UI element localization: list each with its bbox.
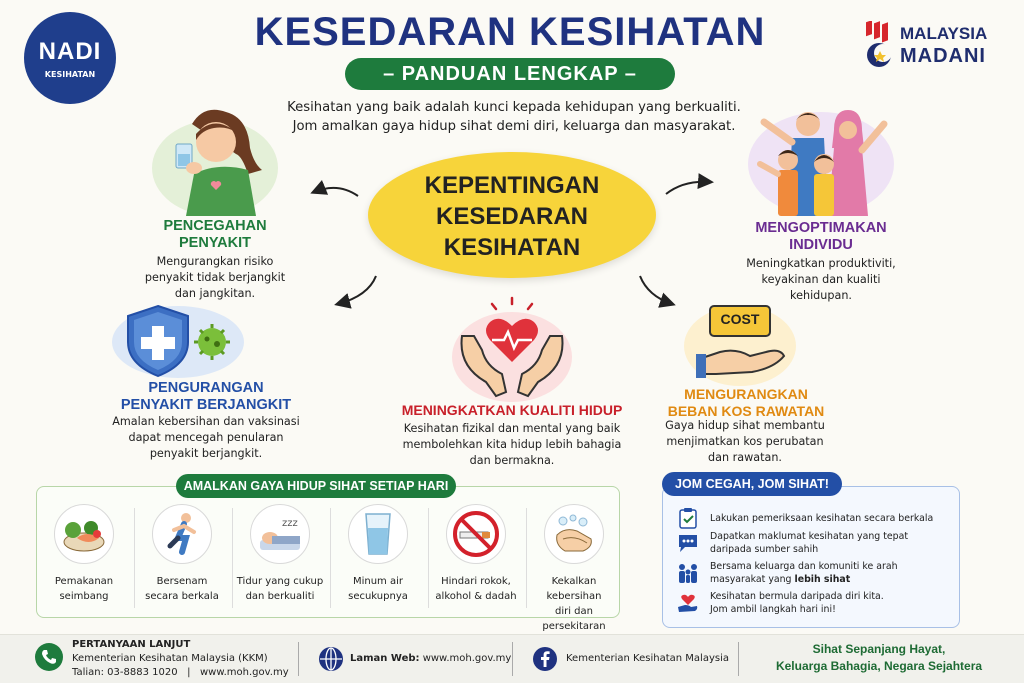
heart-hand-icon [677,593,699,613]
kualiti-desc [392,421,632,469]
jom-item [676,530,956,556]
habit-label: secara berkala [145,591,219,602]
pencegahan-desc-line: Mengurangkan risiko [156,255,274,268]
habit-item [232,504,328,604]
pengurangan-desc-line: penyakit berjangkit. [149,447,263,460]
pengurangan-title-line: PENYAKIT BERJANGKIT [120,397,292,413]
kos-desc [652,418,838,466]
habit-item [134,504,230,604]
individu-desc-line: keyakinan dan kualiti [761,273,881,286]
kos-desc-line: menjimatkan kos perubatan [666,435,824,448]
center-title-line: KESEDARAN [435,203,588,230]
habit-label: Tidur yang cukup [236,576,324,587]
madani-emblem-icon [864,21,894,69]
phone-icon [34,642,64,672]
kualiti-title: MENINGKATKAN KUALITI HIDUP [401,402,623,418]
jom-item [676,560,956,586]
habit-label: alkohol & dadah [435,591,517,602]
madani-line1: MALAYSIA [900,24,988,43]
checklist-icon [678,507,698,529]
nadi-logo-text: NADI [38,37,102,65]
kos-desc-line: Gaya hidup sihat membantu [665,419,825,432]
footer-slogan-line: Keluarga Bahagia, Negara Sejahtera [775,659,983,673]
pencegahan-title [130,218,300,252]
jom-item [676,590,956,616]
kos-title-line: MENGURANGKAN [684,386,808,402]
madani-line2: MADANI [900,45,986,67]
nadi-logo-subtext: KESIHATAN [44,69,96,79]
habit-label: Minum air [352,576,403,587]
jom-item-text: Jom ambil langkah hari ini! [710,604,836,615]
handwashing-icon [551,513,597,555]
water-glass-icon [363,512,393,556]
website-link[interactable]: www.moh.gov.my [422,653,512,664]
jom-item-text: daripada sumber sahih [710,544,819,555]
jom-item-text: masyarakat yang [710,574,792,585]
pencegahan-title-line: PENYAKIT [179,235,251,251]
habit-label: Bersenam [156,576,208,587]
enquiry-block [72,638,302,680]
habit-item [428,504,524,604]
individu-desc-line: Meningkatkan produktiviti, [746,257,896,270]
individu-title [738,220,904,254]
footer-divider [738,642,739,676]
website-label: Laman Web: [350,653,420,664]
individu-title-line: INDIVIDU [789,237,853,253]
kualiti-desc-line: dan bermakna. [469,454,555,467]
center-title-line: KEPENTINGAN [424,172,600,199]
habit-label: Kekalkan kebersihan [546,576,602,602]
malaysia-madani-logo [864,20,1004,70]
pencegahan-desc-line: penyakit tidak berjangkit [144,271,286,284]
habit-item [526,504,622,634]
running-icon [162,512,202,556]
jom-item-text: Dapatkan maklumat kesihatan yang tepat [710,531,909,542]
family-icon [676,562,700,584]
habit-label: seimbang [59,591,109,602]
arrow-icon [314,188,358,196]
page-title: KESEDARAN KESIHATAN [254,10,766,54]
pengurangan-title [96,380,316,414]
happy-family-icon [752,104,892,216]
footer-divider [512,642,513,676]
habits-heading: AMALKAN GAYA HIDUP SIHAT SETIAP HARI [176,474,456,498]
kos-title [656,386,836,420]
enquiry-org: Kementerian Kesihatan Malaysia (KKM) [72,653,268,664]
individu-desc-line: kehidupan. [790,289,852,302]
jom-item-text: Lakukan pemeriksaan kesihatan secara berkala [710,512,934,524]
svg-text:zzz: zzz [282,518,298,529]
enquiry-contact: Talian: 03-8883 1020 | www.moh.gov.my [72,667,289,678]
jom-item-text: Bersama keluarga dan komuniti ke arah [710,561,898,572]
habit-label: secukupnya [348,591,408,602]
jom-item-emphasis: lebih sihat [794,574,851,585]
individu-desc [728,256,914,304]
chat-bubble-icon [677,533,699,553]
shield-virus-icon [120,302,240,378]
habit-item [36,504,132,604]
footer-slogan [750,641,1008,675]
pengurangan-desc-line: Amalan kebersihan dan vaksinasi [112,415,300,428]
heart-hands-icon [456,296,568,400]
footer-divider [298,642,299,676]
center-title [368,170,656,263]
girl-drinking-water-icon [164,104,274,216]
footer-slogan-line: Sihat Sepanjang Hayat, [812,642,946,656]
pencegahan-desc [130,254,300,302]
website-block[interactable] [350,652,520,666]
enquiry-title: PERTANYAAN LANJUT [72,639,191,650]
page-subtitle: – PANDUAN LENGKAP – [345,58,675,90]
healthy-food-icon [61,514,107,554]
kos-desc-line: dan rawatan. [708,451,782,464]
nadi-logo [24,12,116,104]
habit-label: diri dan persekitaran [542,606,606,632]
pengurangan-title-line: PENGURANGAN [148,380,264,396]
sleeping-icon [256,514,304,554]
habit-label: dan berkualiti [245,591,315,602]
kualiti-desc-line: Kesihatan fizikal dan mental yang baik [403,422,621,435]
jom-item-text: Kesihatan bermula daripada diri kita. [710,591,884,602]
arrow-icon [666,182,710,194]
facebook-link[interactable]: Kementerian Kesihatan Malaysia [566,653,729,664]
intro-line: Kesihatan yang baik adalah kunci kepada kehidupan yang berkualiti. [287,100,741,115]
center-title-line: KESIHATAN [443,234,581,261]
pencegahan-desc-line: dan jangkitan. [174,287,256,300]
intro-line: Jom amalkan gaya hidup sihat demi diri, keluarga dan masyarakat. [292,119,736,134]
globe-icon [318,646,344,672]
individu-title-line: MENGOPTIMAKAN [755,220,887,236]
arrow-icon [338,276,376,304]
pengurangan-desc [86,414,326,462]
cost-sign-text: COST [720,311,760,327]
habit-label: Hindari rokok, [441,576,511,587]
jom-cegah-heading: JOM CEGAH, JOM SIHAT! [662,472,842,496]
habit-item [330,504,426,604]
habit-label: Pemakanan [54,576,114,587]
no-smoking-icon [452,510,500,558]
pencegahan-title-line: PENCEGAHAN [163,218,267,234]
kualiti-desc-line: membolehkan kita hidup lebih bahagia [402,438,622,451]
kos-title-line: BEBAN KOS RAWATAN [667,403,825,419]
facebook-icon[interactable] [532,646,558,672]
pengurangan-desc-line: dapat mencegah penularan [128,431,284,444]
arrow-icon [640,276,672,304]
jom-item [676,506,956,530]
intro-text [258,98,770,136]
